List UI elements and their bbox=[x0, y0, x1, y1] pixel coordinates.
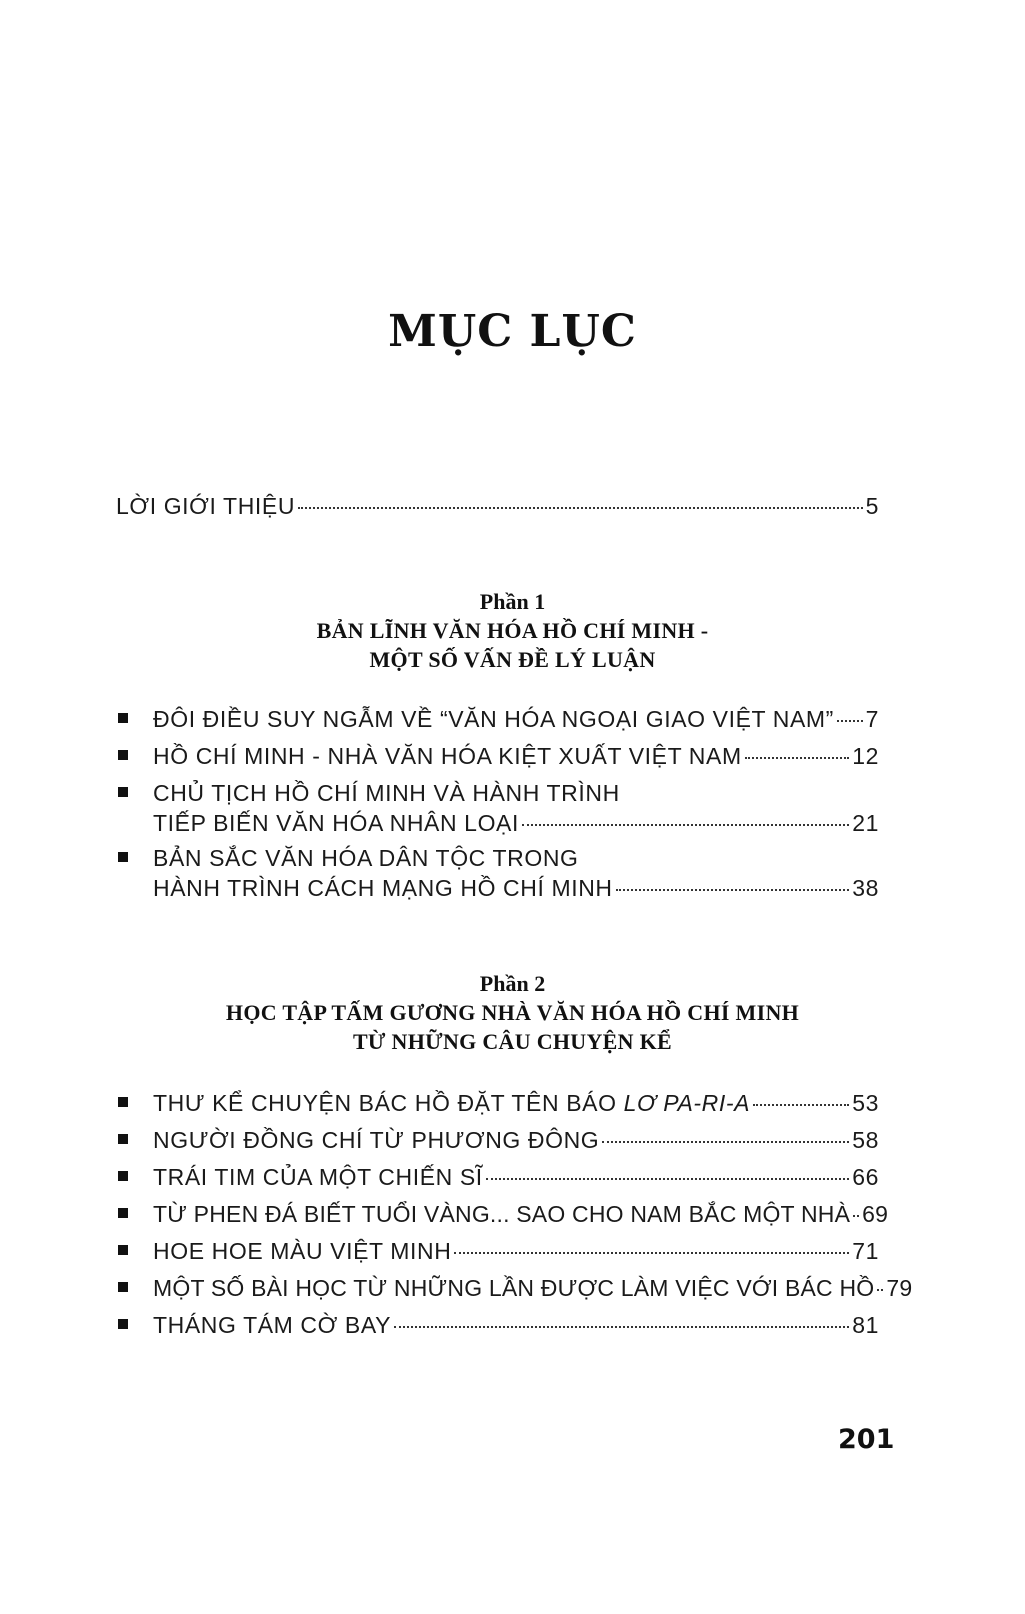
toc-entry[interactable] bbox=[153, 1201, 889, 1228]
part-2-heading bbox=[0, 970, 1025, 1056]
dot-leader bbox=[853, 1215, 859, 1217]
toc-entry-label: HỒ CHÍ MINH - NHÀ VĂN HÓA KIỆT XUẤT VIỆT NAM bbox=[153, 743, 742, 769]
toc-entry-label: LỜI GIỚI THIỆU bbox=[116, 493, 296, 519]
page-title: MỤC LỤC bbox=[388, 306, 637, 357]
toc-entry-first-line: CHỦ TỊCH HỒ CHÍ MINH VÀ HÀNH TRÌNH bbox=[153, 780, 620, 806]
part-title-line: TỪ NHỮNG CÂU CHUYỆN KỂ bbox=[352, 1029, 673, 1054]
toc-entry-page: 71 bbox=[852, 1238, 879, 1264]
toc-entry-label: TRÁI TIM CỦA MỘT CHIẾN SĨ bbox=[153, 1164, 483, 1190]
toc-entry-page: 38 bbox=[852, 875, 879, 901]
toc-entry-page: 53 bbox=[852, 1090, 879, 1116]
dot-leader bbox=[394, 1326, 849, 1328]
toc-entry[interactable] bbox=[153, 1312, 879, 1339]
dot-leader bbox=[616, 889, 850, 891]
toc-entry[interactable] bbox=[153, 810, 879, 837]
toc-entry[interactable] bbox=[153, 743, 879, 770]
part-label: Phần 1 bbox=[479, 589, 546, 614]
toc-entry-label: HOE HOE MÀU VIỆT MINH bbox=[153, 1238, 452, 1264]
bullet-icon bbox=[118, 1282, 128, 1292]
toc-entry-label: ĐÔI ĐIỀU SUY NGẪM VỀ “VĂN HÓA NGOẠI GIAO VIỆT NAM” bbox=[153, 706, 834, 732]
toc-entry[interactable] bbox=[153, 1090, 879, 1117]
toc-entry-label: MỘT SỐ BÀI HỌC TỪ NHỮNG LẦN ĐƯỢC LÀM VIỆC VỚI BÁC HỒ bbox=[153, 1275, 875, 1301]
toc-entry-page: 81 bbox=[852, 1312, 879, 1338]
dot-leader bbox=[745, 757, 849, 759]
toc-entry[interactable] bbox=[153, 1164, 879, 1191]
dot-leader bbox=[454, 1252, 849, 1254]
part-label: Phần 2 bbox=[479, 971, 546, 996]
part-title-line: BẢN LĨNH VĂN HÓA HỒ CHÍ MINH - bbox=[316, 618, 709, 643]
dot-leader bbox=[753, 1104, 849, 1106]
dot-leader bbox=[877, 1289, 883, 1291]
toc-entry-page: 21 bbox=[852, 810, 879, 836]
toc-entry-page: 69 bbox=[862, 1201, 889, 1227]
bullet-icon bbox=[118, 713, 128, 723]
toc-entry-page: 12 bbox=[852, 743, 879, 769]
bullet-icon bbox=[118, 852, 128, 862]
bullet-icon bbox=[118, 1319, 128, 1329]
part-1-heading bbox=[0, 588, 1025, 674]
part-title-line: MỘT SỐ VẤN ĐỀ LÝ LUẬN bbox=[369, 647, 656, 672]
bullet-icon bbox=[118, 1208, 128, 1218]
dot-leader bbox=[837, 720, 863, 722]
toc-entry-label bbox=[153, 1090, 750, 1117]
toc-entry[interactable] bbox=[153, 1238, 879, 1265]
toc-entry-label-italic: LƠ PA-RI-A bbox=[623, 1090, 751, 1116]
toc-entry-label: NGƯỜI ĐỒNG CHÍ TỪ PHƯƠNG ĐÔNG bbox=[153, 1127, 600, 1153]
toc-entry[interactable] bbox=[153, 706, 879, 733]
dot-leader bbox=[522, 824, 849, 826]
toc-entry-page: 58 bbox=[852, 1127, 879, 1153]
toc-entry-page: 5 bbox=[865, 493, 879, 519]
part-title-line: HỌC TẬP TẤM GƯƠNG NHÀ VĂN HÓA HỒ CHÍ MINH bbox=[225, 1000, 800, 1025]
toc-entry-label: THÁNG TÁM CỜ BAY bbox=[153, 1312, 392, 1338]
toc-entry-first-line: BẢN SẮC VĂN HÓA DÂN TỘC TRONG bbox=[153, 845, 579, 871]
toc-entry-label-text: THƯ KỂ CHUYỆN BÁC HỒ ĐẶT TÊN BÁO bbox=[153, 1090, 624, 1116]
page-number: 201 bbox=[838, 1424, 895, 1455]
toc-entry-page: 66 bbox=[852, 1164, 879, 1190]
bullet-icon bbox=[118, 787, 128, 797]
toc-entry-intro[interactable] bbox=[116, 493, 879, 520]
dot-leader bbox=[602, 1141, 849, 1143]
toc-entry[interactable] bbox=[153, 875, 879, 902]
toc-entry-page: 79 bbox=[886, 1275, 913, 1301]
toc-entry-label: TIẾP BIẾN VĂN HÓA NHÂN LOẠI bbox=[153, 810, 519, 836]
toc-entry[interactable] bbox=[153, 1127, 879, 1154]
dot-leader bbox=[298, 507, 863, 509]
toc-entry-label: TỪ PHEN ĐÁ BIẾT TUỔI VÀNG... SAO CHO NAM BẮC MỘT NHÀ bbox=[153, 1201, 851, 1227]
bullet-icon bbox=[118, 750, 128, 760]
bullet-icon bbox=[118, 1134, 128, 1144]
bullet-icon bbox=[118, 1097, 128, 1107]
toc-entry-page: 7 bbox=[865, 706, 879, 732]
bullet-icon bbox=[118, 1171, 128, 1181]
bullet-icon bbox=[118, 1245, 128, 1255]
toc-entry-label: HÀNH TRÌNH CÁCH MẠNG HỒ CHÍ MINH bbox=[153, 875, 613, 901]
toc-entry[interactable] bbox=[153, 1275, 913, 1302]
dot-leader bbox=[486, 1178, 849, 1180]
